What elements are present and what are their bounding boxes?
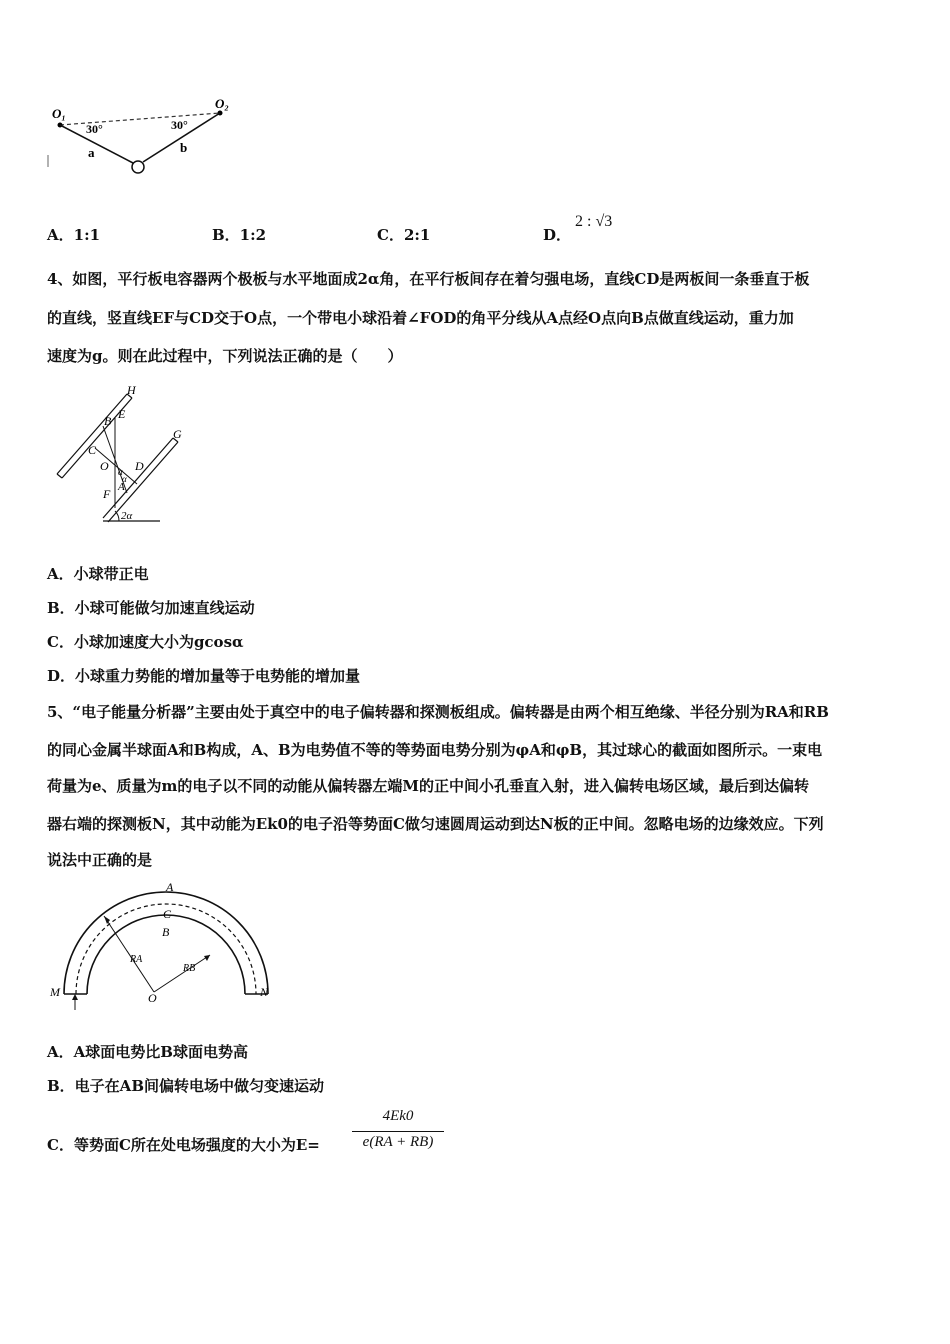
- q5-line-3: 荷量为e、质量为m的电子以不同的动能从偏转器左端M的正中间小孔垂直入射，进入偏转电场区域，最后到达偏转: [47, 777, 810, 795]
- q5-line-4: 器右端的探测板N，其中动能为Ek0的电子沿等势面C做匀速圆周运动到达N板的正中间。忽略电场的边缘效应。下列: [47, 815, 824, 833]
- fig1-o1: O₁: [52, 106, 66, 121]
- fig2-c: C: [88, 443, 97, 457]
- fig2-g: G: [173, 427, 182, 441]
- figure-strings: [40, 95, 250, 190]
- fig1-angle-right: 30°: [171, 118, 188, 132]
- fig1-angle-left: 30°: [86, 122, 103, 136]
- fig3-m: M: [50, 985, 60, 999]
- q5-option-b: B．电子在AB间偏转电场中做匀变速运动: [47, 1077, 324, 1095]
- q4-option-d: D．小球重力势能的增加量等于电势能的增加量: [47, 667, 361, 685]
- q5-option-c: C．等势面C所在处电场强度的大小为E=: [47, 1136, 320, 1154]
- q4-option-a: A．小球带正电: [47, 565, 149, 583]
- q4-line-3: 速度为g。则在此过程中，下列说法正确的是（ ）: [47, 347, 403, 365]
- q5-line-2: 的同心金属半球面A和B构成，A、B为电势值不等的等势面电势分别为φA和φB，其过球心的截面如图所示。一束电: [47, 741, 823, 759]
- fig2-o: O: [100, 459, 109, 473]
- fig2-a: A: [118, 481, 125, 493]
- q4-option-b: B．小球可能做匀加速直线运动: [47, 599, 255, 617]
- q3-option-d-value: 2 : √3: [575, 213, 613, 230]
- q3-option-a: A．1:1: [47, 226, 101, 244]
- fig1-o2: O₂: [215, 96, 229, 111]
- q3-option-c: C．2:1: [377, 226, 431, 244]
- fig3-b: B: [162, 925, 170, 939]
- q5-line-1: 5、“电子能量分析器”主要由处于真空中的电子偏转器和探测板组成。偏转器是由两个相互绝缘、半径分别为RA和RB: [47, 703, 829, 721]
- fig1-label-b: b: [180, 140, 188, 155]
- q4-line-2: 的直线，竖直线EF与CD交于O点，一个带电小球沿着∠FOD的角平分线从A点经O点向B点做直线运动，重力加: [47, 309, 794, 327]
- q5-option-a: A．A球面电势比B球面电势高: [47, 1043, 248, 1061]
- fig3-c: C: [163, 907, 172, 921]
- fig3-n: N: [260, 985, 269, 999]
- formula-denominator: e(RA + RB): [362, 1134, 434, 1150]
- fig2-d: D: [135, 459, 144, 473]
- fig3-a: A: [166, 880, 174, 894]
- fig3-rb: RB: [183, 963, 196, 974]
- fig2-small-a2: α: [122, 474, 127, 484]
- q3-option-d-prefix: D．: [543, 226, 572, 244]
- fig3-ra: RA: [130, 954, 143, 965]
- q3-option-d: [543, 224, 571, 245]
- fig1-label-a: a: [88, 145, 95, 160]
- fig2-h: H: [127, 383, 136, 397]
- figure-analyzer: [42, 878, 282, 1018]
- fig2-e: E: [118, 407, 126, 421]
- q3-option-b: B．1:2: [212, 226, 267, 244]
- formula-fraction-bar: [352, 1131, 444, 1132]
- q4-line-1: 4、如图，平行板电容器两个极板与水平地面成2α角，在平行板间存在着匀强电场，直线CD是两板间一条垂直于板: [47, 270, 810, 288]
- q4-option-c: C．小球加速度大小为gcosα: [47, 633, 244, 651]
- formula-numerator: 4Ek0: [382, 1108, 414, 1124]
- fig2-small-a1: α: [118, 467, 123, 477]
- figure-capacitor: [45, 378, 195, 528]
- fig2-f: F: [103, 487, 111, 501]
- fig2-b: B: [104, 414, 112, 428]
- fig2-angle: 2α: [121, 510, 133, 522]
- q5-line-5: 说法中正确的是: [47, 851, 153, 869]
- fig3-o: O: [148, 991, 157, 1005]
